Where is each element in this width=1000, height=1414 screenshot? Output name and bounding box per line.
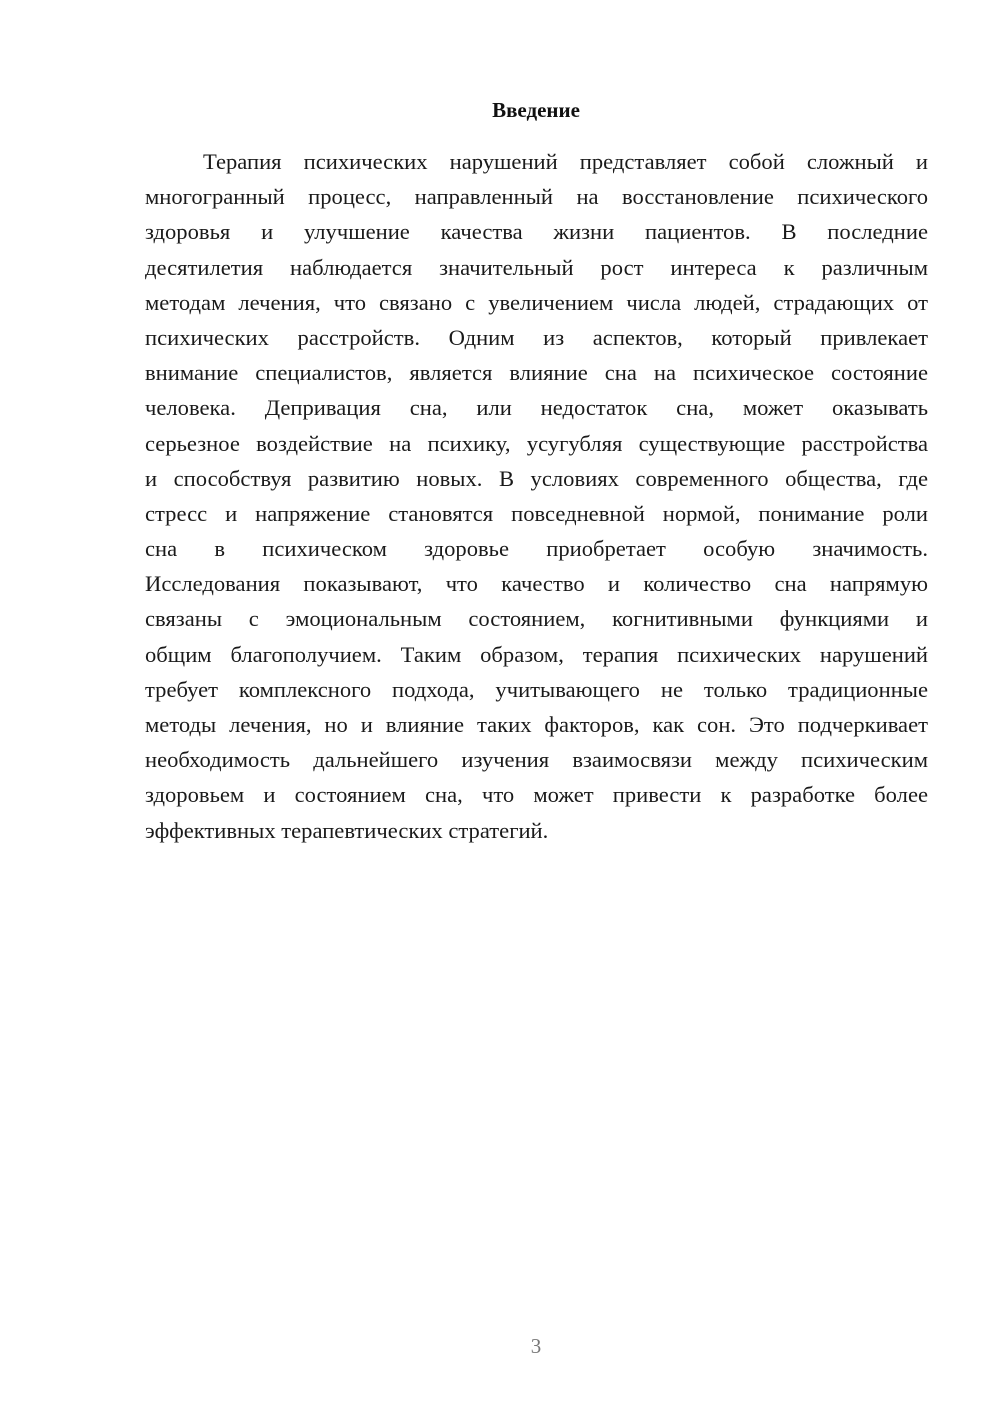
paragraph-line: эффективных терапевтических стратегий. — [145, 817, 549, 843]
paragraph-line: Терапия психических нарушений представляет собой сложный и — [203, 149, 928, 174]
paragraph-line: общим благополучием. Таким образом, терапия психических нарушений — [145, 641, 928, 667]
paragraph-line: связаны с эмоциональным состоянием, когнитивными функциями и — [145, 606, 928, 632]
paragraph-line: Исследования показывают, что качество и количество сна напрямую — [145, 571, 928, 597]
paragraph-line: серьезное воздействие на психику, усугубляя существующие расстройства — [145, 430, 928, 456]
paragraph-line: психических расстройств. Одним из аспектов, который привлекает — [145, 324, 928, 350]
paragraph-line: многогранный процесс, направленный на восстановление психического — [145, 184, 928, 210]
body-paragraph — [145, 144, 928, 848]
paragraph-line: человека. Депривация сна, или недостаток сна, может оказывать — [145, 395, 928, 421]
page-number: 3 — [530, 1334, 542, 1358]
paragraph-line: методы лечения, но и влияние таких факторов, как сон. Это подчеркивает — [145, 712, 928, 737]
paragraph-line: внимание специалистов, является влияние сна на психическое состояние — [145, 360, 928, 386]
paragraph-line: сна в психическом здоровье приобретает особую значимость. — [145, 536, 928, 562]
paragraph-line: требует комплексного подхода, учитывающего не только традиционные — [145, 676, 928, 702]
paragraph-line: здоровья и улучшение качества жизни пациентов. В последние — [145, 219, 928, 245]
paragraph-line: необходимость дальнейшего изучения взаимосвязи между психическим — [145, 747, 928, 773]
paragraph-line: методам лечения, что связано с увеличением числа людей, страдающих от — [145, 289, 928, 315]
paragraph-line: здоровьем и состоянием сна, что может привести к разработке более — [145, 782, 928, 808]
section-heading: Введение — [492, 98, 580, 122]
paragraph-line: стресс и напряжение становятся повседневной нормой, понимание роли — [145, 500, 928, 526]
paragraph-line: десятилетия наблюдается значительный рост интереса к различным — [145, 254, 928, 280]
paragraph-line: и способствуя развитию новых. В условиях современного общества, где — [145, 465, 928, 491]
